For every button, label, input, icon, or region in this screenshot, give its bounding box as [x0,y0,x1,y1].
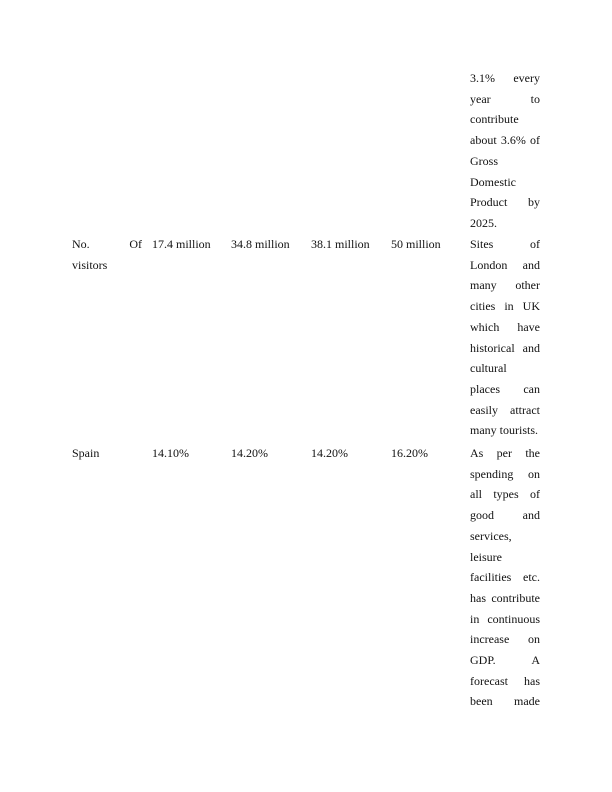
note-line: good and [470,508,540,523]
value-cell: 38.1 million [311,237,370,251]
note-line: many other [470,278,540,293]
note-line: spending on [470,466,540,481]
note-line: forecast has [470,673,540,688]
note-line: places can [470,381,540,396]
value-cell: 17.4 million [152,237,211,251]
note-line: 2025. [470,215,497,230]
note-line: increase on [470,632,540,647]
row-label-line: visitors [72,257,108,272]
row-label-line: No. Of [72,237,142,251]
note-line: GDP. A [470,653,540,668]
note-line: been made [470,694,540,709]
note-line: facilities etc. [470,570,540,585]
row-label-spain [72,443,99,464]
value-cell: 14.20% [311,446,348,460]
note-line: cities in UK [470,299,540,314]
note-line: historical and [470,340,540,355]
note-line: in continuous [470,611,540,626]
value-cell: 34.8 million [231,237,290,251]
note-line: cultural [470,361,507,376]
note-line: services, [470,528,512,543]
note-line: Product by [470,195,540,210]
note-line: 3.1% every [470,71,540,85]
note-line: which have [470,319,540,334]
note-line: leisure [470,549,502,564]
row-label-visitors [72,234,142,275]
note-line: has contribute [470,590,540,605]
value-cell: 16.20% [391,446,428,460]
note-line: about 3.6% of [470,133,540,148]
note-line: many tourists. [470,423,538,438]
note-line: London and [470,257,540,272]
note-line: Domestic [470,174,516,189]
row-note-spain [470,443,540,712]
value-cell: 14.10% [152,446,189,460]
note-line: year to [470,91,540,106]
note-line: As per the [470,446,540,460]
value-cell: 50 million [391,237,441,251]
note-line: contribute [470,112,519,127]
row-note-continued [470,68,540,234]
note-line: all types of [470,487,540,502]
note-line: Gross [470,153,499,168]
value-cell: 14.20% [231,446,268,460]
note-line: Sites of [470,237,540,251]
note-line: easily attract [470,402,540,417]
row-label-line: Spain [72,446,100,460]
row-note-visitors [470,234,540,441]
